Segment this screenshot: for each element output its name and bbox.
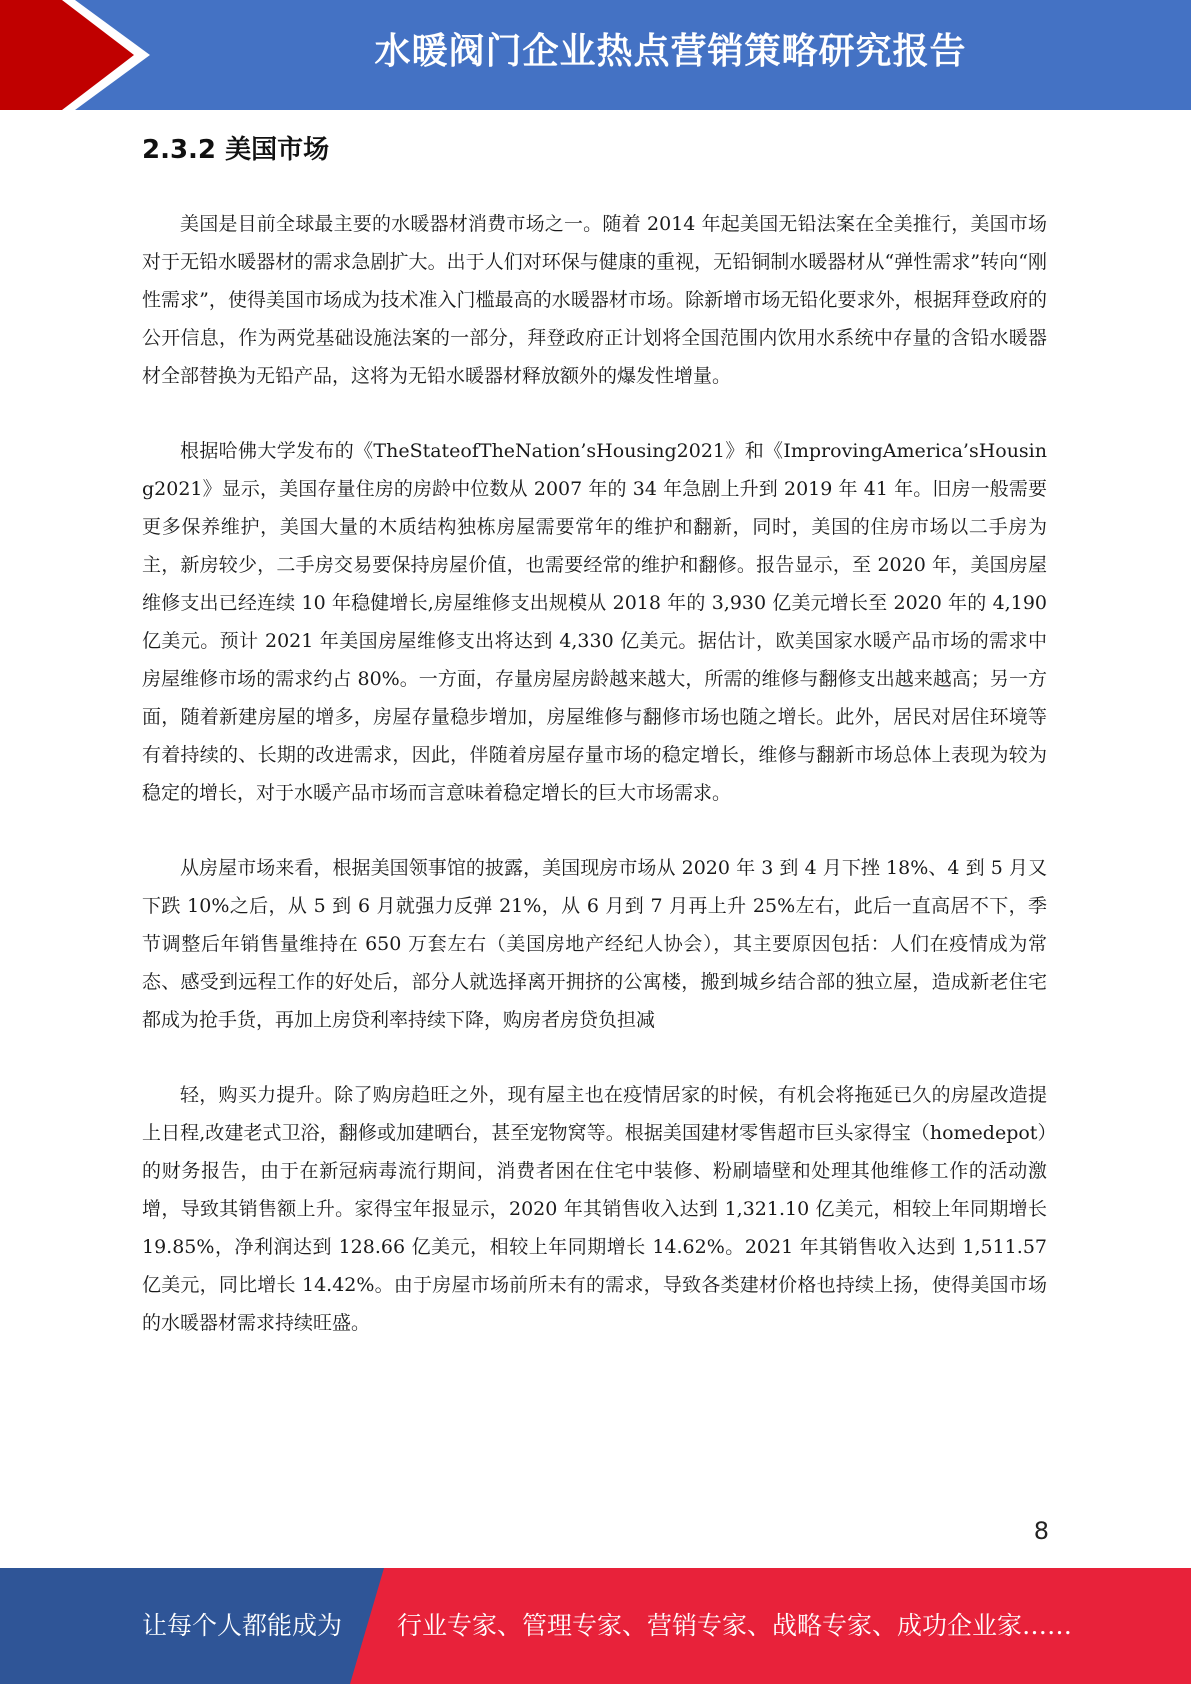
- paragraph-3: 从房屋市场来看，根据美国领事馆的披露，美国现房市场从 2020 年 3 到 4 月下挫 18%、4 到 5 月又下跌 10%之后，从 5 到 6 月就强力反弹 21%，从 6 月到 7 月再上升 25%左右，此后一直高居不下，季节调整后年销售量维持在 650 万套左右（美国房地产经纪人协会），其主要原因包括：人们在疫情成为常态、感受到远程工作的好处后，部分人就选择离开拥挤的公寓楼，搬到城乡结合部的独立屋，造成新老住宅都成为抢手货，再加上房贷利率持续下降，购房者房贷负担减: [142, 857, 1047, 1031]
- report-title: 水暖阀门企业热点营销策略研究报告: [374, 31, 967, 72]
- section-heading: 2.3.2 美国市场: [142, 135, 330, 165]
- paragraph-1: 美国是目前全球最主要的水暖器材消费市场之一。随着 2014 年起美国无铅法案在全美推行，美国市场对于无铅水暖器材的需求急剧扩大。出于人们对环保与健康的重视，无铅铜制水暖器材从“弹性需求”转向“刚性需求”，使得美国市场成为技术准入门槛最高的水暖器材市场。除新增市场无铅化要求外，根据拜登政府的公开信息，作为两党基础设施法案的一部分，拜登政府正计划将全国范围内饮用水系统中存量的含铅水暖器材全部替换为无铅产品，这将为无铅水暖器材释放额外的爆发性增量。: [142, 213, 1047, 387]
- page-footer: [0, 1568, 1191, 1684]
- paragraph-2: 根据哈佛大学发布的《TheStateofTheNation’sHousing2021》和《ImprovingAmerica’sHousing2021》显示，美国存量住房的房龄中位数从 2007 年的 34 年急剧上升到 2019 年 41 年。旧房一般需要更多保养维护，美国大量的木质结构独栋房屋需要常年的维护和翻新，同时，美国的住房市场以二手房为主，新房较少，二手房交易要保持房屋价值，也需要经常的维护和翻修。报告显示，至 2020 年，美国房屋维修支出已经连续 10 年稳健增长,房屋维修支出规模从 2018 年的 3,930 亿美元增长至 2020 年的 4,190 亿美元。预计 2021 年美国房屋维修支出将达到 4,330 亿美元。据估计，欧美国家水暖产品市场的需求中房屋维修市场的需求约占 80%。一方面，存量房屋房龄越来越大，所需的维修与翻修支出越来越高；另一方面，随着新建房屋的增多，房屋存量稳步增加，房屋维修与翻修市场也随之增长。此外，居民对居住环境等有着持续的、长期的改进需求，因此，伴随着房屋存量市场的稳定增长，维修与翻新市场总体上表现为较为稳定的增长，对于水暖产品市场而言意味着稳定增长的巨大市场需求。: [142, 440, 1047, 804]
- footer-slogan-left: 让每个人都能成为: [142, 1611, 343, 1640]
- red-chevron-icon: [0, 0, 150, 110]
- page-header: [0, 0, 1191, 110]
- paragraph-4: 轻，购买力提升。除了购房趋旺之外，现有屋主也在疫情居家的时候，有机会将拖延已久的房屋改造提上日程,改建老式卫浴，翻修或加建晒台，甚至宠物窝等。根据美国建材零售超市巨头家得宝（homedepot）的财务报告，由于在新冠病毒流行期间，消费者困在住宅中装修、粉刷墙壁和处理其他维修工作的活动激增，导致其销售额上升。家得宝年报显示，2020 年其销售收入达到 1,321.10 亿美元，相较上年同期增长 19.85%，净利润达到 128.66 亿美元，相较上年同期增长 14.62%。2021 年其销售收入达到 1,511.57 亿美元，同比增长 14.42%。由于房屋市场前所未有的需求，导致各类建材价格也持续上扬，使得美国市场的水暖器材需求持续旺盛。: [142, 1084, 1047, 1334]
- footer-slogan-right: 行业专家、管理专家、营销专家、战略专家、成功企业家……: [397, 1611, 1073, 1640]
- body-content: [142, 205, 1047, 1379]
- page-number: 8: [1033, 1517, 1049, 1545]
